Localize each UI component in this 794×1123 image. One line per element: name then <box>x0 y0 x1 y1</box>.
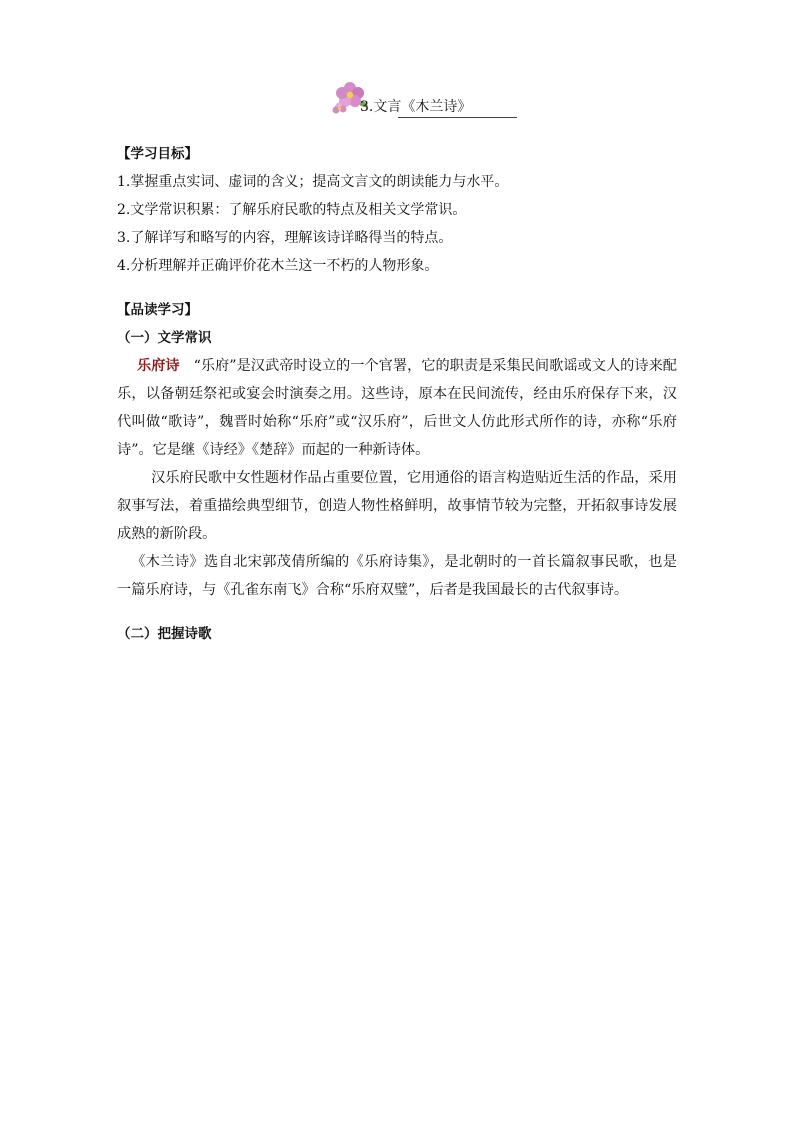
title-main: 文言《木兰诗》 <box>373 99 472 115</box>
goal-item-1: 1.掌握重点实词、虚词的含义；提高文言文的朗读能力与水平。 <box>117 174 509 190</box>
study-heading: 【品读学习】 <box>117 302 198 318</box>
goal-item-2: 2.文学常识积累：了解乐府民歌的特点及相关文学常识。 <box>117 202 467 218</box>
paragraph-mulan: 《木兰诗》选自北宋郭茂倩所编的《乐府诗集》，是北朝时的一首长篇叙事民歌，也是一篇乐府诗，与《孔雀东南飞》合称“乐府双璧”，后者是我国最长的古代叙事诗。 <box>117 554 677 598</box>
document-body <box>117 140 677 648</box>
paragraph-han-yuefu: 汉乐府民歌中女性题材作品占重要位置，它用通俗的语言构造贴近生活的作品，采用叙事写法，着重描绘典型细节，创造人物性格鲜明，故事情节较为完整，开拓叙事诗发展成熟的新阶段。 <box>117 470 677 542</box>
goals-heading: 【学习目标】 <box>117 146 198 162</box>
paragraph-yuefu-text: “乐府”是汉武帝时设立的一个官署，它的职责是采集民间歌谣或文人的诗来配乐，以备朝廷祭祀或宴会时演奏之用。这些诗，原本在民间流传，经由乐府保存下来，汉代叫做“歌诗”，魏晋时始称“乐府”或“汉乐府”，后世文人仿此形式所作的诗，亦称“乐府诗”。它是继《诗经》《楚辞》而起的一种新诗体。 <box>117 358 677 458</box>
title-prefix: 3. <box>360 99 374 115</box>
term-yuefu-poem: 乐府诗 <box>137 358 180 374</box>
paragraph-yuefu <box>117 352 677 464</box>
title-underline <box>398 117 517 118</box>
document-title <box>330 80 530 120</box>
goal-item-4: 4.分析理解并正确评价花木兰这一不朽的人物形象。 <box>117 258 439 274</box>
sub-heading-poem: （二）把握诗歌 <box>117 626 212 642</box>
goal-item-3: 3.了解详写和略写的内容，理解该诗详略得当的特点。 <box>117 230 453 246</box>
sub-heading-literature: （一）文学常识 <box>117 330 212 346</box>
